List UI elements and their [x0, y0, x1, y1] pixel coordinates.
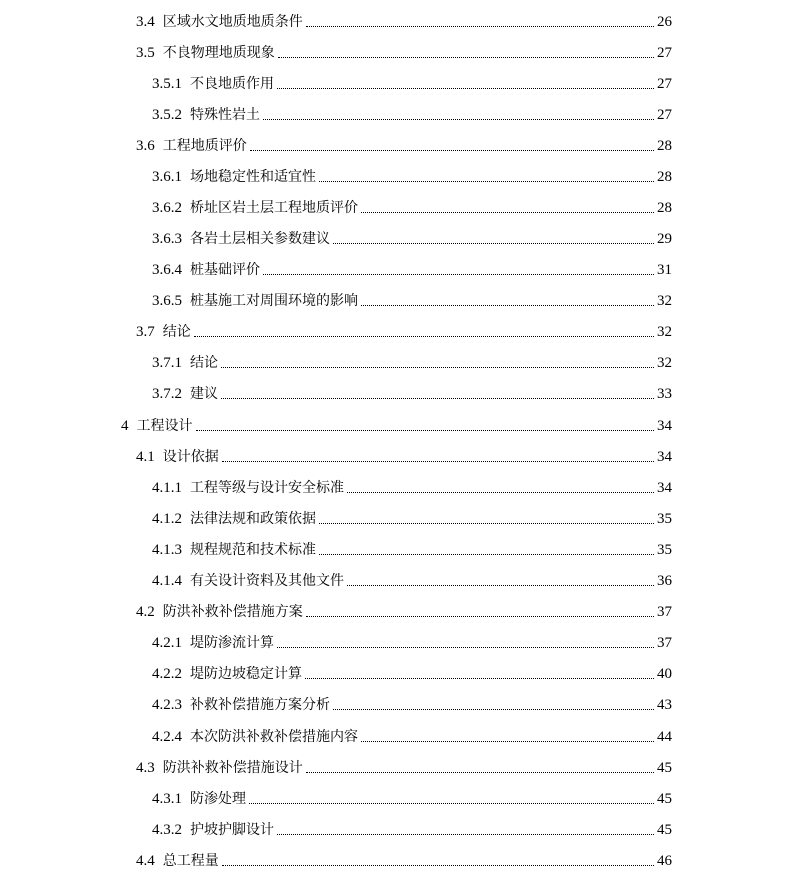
toc-dot-leader [277, 87, 654, 89]
toc-number: 3.7.1 [152, 355, 182, 371]
toc-page-number: 28 [657, 138, 672, 154]
toc-title: 总工程量 [162, 853, 219, 869]
toc-page-number: 33 [657, 386, 672, 402]
toc-title: 各岩土层相关参数建议 [190, 231, 330, 247]
toc-page-number: 35 [657, 511, 672, 527]
toc-number: 4.2 [136, 604, 155, 620]
toc-dot-leader [306, 25, 654, 27]
toc-entry[interactable] [152, 538, 672, 558]
toc-number: 3.6.5 [152, 293, 182, 309]
toc-title: 堤防渗流计算 [190, 635, 274, 651]
toc-page-number: 32 [657, 355, 672, 371]
toc-page-number: 44 [657, 729, 672, 745]
toc-dot-leader [347, 584, 654, 586]
toc-title: 场地稳定性和适宜性 [190, 169, 316, 185]
toc-dot-leader [277, 833, 654, 835]
toc-entry[interactable] [136, 41, 672, 61]
toc-title: 规程规范和技术标准 [190, 542, 316, 558]
toc-number: 3.5.2 [152, 107, 182, 123]
toc-number: 3.7 [136, 324, 155, 340]
toc-entry[interactable] [152, 103, 672, 123]
toc-number: 4.1 [136, 449, 155, 465]
toc-title: 防洪补救补偿措施设计 [162, 760, 303, 776]
toc-entry[interactable] [152, 662, 672, 682]
toc-title: 桩基础评价 [190, 262, 260, 278]
toc-title: 有关设计资料及其他文件 [190, 573, 344, 589]
toc-page-number: 27 [657, 107, 672, 123]
toc-number: 3.6.4 [152, 262, 182, 278]
toc-entry[interactable] [152, 725, 672, 745]
toc-entry[interactable] [136, 849, 672, 869]
toc-page-number: 45 [657, 822, 672, 838]
toc-number: 4.1.4 [152, 573, 182, 589]
toc-page-number: 34 [657, 418, 672, 434]
toc-entry[interactable] [136, 600, 672, 620]
toc-title: 防渗处理 [190, 791, 246, 807]
toc-dot-leader [222, 864, 654, 866]
toc-dot-leader [333, 708, 654, 710]
toc-number: 4.3.1 [152, 791, 182, 807]
toc-number: 3.6.3 [152, 231, 182, 247]
toc-title: 护坡护脚设计 [190, 822, 274, 838]
toc-dot-leader [361, 304, 654, 306]
toc-number: 3.6 [136, 138, 155, 154]
toc-dot-leader [333, 242, 654, 244]
toc-page-number: 40 [657, 666, 672, 682]
toc-entry[interactable] [152, 196, 672, 216]
toc-entry[interactable] [152, 693, 672, 713]
toc-page-number: 46 [657, 853, 672, 869]
toc-entry[interactable] [152, 382, 672, 402]
toc-dot-leader [221, 397, 654, 399]
toc-title: 结论 [190, 355, 218, 371]
toc-number: 3.5 [136, 45, 155, 61]
toc-number: 4.2.2 [152, 666, 182, 682]
toc-dot-leader [222, 460, 654, 462]
toc-title: 桥址区岩土层工程地质评价 [190, 200, 358, 216]
toc-entry[interactable] [152, 258, 672, 278]
toc-dot-leader [347, 491, 654, 493]
toc-number: 4.2.1 [152, 635, 182, 651]
toc-dot-leader [249, 802, 654, 804]
toc-number: 3.5.1 [152, 76, 182, 92]
toc-dot-leader [319, 553, 654, 555]
toc-page-number: 45 [657, 791, 672, 807]
toc-number: 3.7.2 [152, 386, 182, 402]
toc-page-number: 34 [657, 449, 672, 465]
toc-entry[interactable] [152, 818, 672, 838]
toc-number: 4.1.1 [152, 480, 182, 496]
toc-title: 不良地质作用 [190, 76, 274, 92]
toc-page-number: 37 [657, 604, 672, 620]
toc-number: 4.2.3 [152, 697, 182, 713]
toc-dot-leader [361, 740, 654, 742]
toc-number: 4.3.2 [152, 822, 182, 838]
toc-entry[interactable] [152, 787, 672, 807]
toc-page-number: 35 [657, 542, 672, 558]
toc-page-number: 43 [657, 697, 672, 713]
toc-dot-leader [319, 180, 654, 182]
toc-page-number: 34 [657, 480, 672, 496]
toc-title: 本次防洪补救补偿措施内容 [190, 729, 358, 745]
toc-page-number: 37 [657, 635, 672, 651]
toc-page-number: 32 [657, 293, 672, 309]
toc-page-number: 27 [657, 45, 672, 61]
toc-number: 4.1.3 [152, 542, 182, 558]
toc-entry[interactable] [152, 289, 672, 309]
toc-entry[interactable] [152, 165, 672, 185]
toc-entry[interactable] [152, 227, 672, 247]
toc-dot-leader [278, 56, 654, 58]
toc-number: 4.1.2 [152, 511, 182, 527]
toc-page-number: 28 [657, 200, 672, 216]
toc-entry[interactable] [136, 320, 672, 340]
toc-entry[interactable] [152, 72, 672, 92]
toc-number: 4.4 [136, 853, 155, 869]
toc-number: 3.6.2 [152, 200, 182, 216]
toc-entry[interactable] [152, 631, 672, 651]
toc-title: 工程设计 [136, 418, 193, 434]
toc-entry[interactable] [136, 10, 672, 30]
toc-dot-leader [221, 366, 654, 368]
toc-dot-leader [319, 522, 654, 524]
toc-dot-leader [361, 211, 654, 213]
toc-dot-leader [306, 771, 654, 773]
toc-number: 3.6.1 [152, 169, 182, 185]
toc-title: 工程等级与设计安全标准 [190, 480, 344, 496]
toc-title: 堤防边坡稳定计算 [190, 666, 302, 682]
toc-number: 4.3 [136, 760, 155, 776]
toc-page-number: 26 [657, 14, 672, 30]
toc-entry[interactable] [152, 476, 672, 496]
toc-number: 4 [121, 418, 129, 434]
toc-title: 特殊性岩土 [190, 107, 260, 123]
toc-title: 结论 [162, 324, 191, 340]
toc-title: 补救补偿措施方案分析 [190, 697, 330, 713]
toc-page-number: 32 [657, 324, 672, 340]
toc-page-number: 27 [657, 76, 672, 92]
toc-entry[interactable] [121, 414, 672, 434]
toc-dot-leader [263, 273, 654, 275]
toc-title: 桩基施工对周围环境的影响 [190, 293, 358, 309]
toc-dot-leader [194, 335, 654, 337]
toc-page-number: 29 [657, 231, 672, 247]
toc-entry[interactable] [152, 569, 672, 589]
toc-title: 不良物理地质现象 [162, 45, 275, 61]
toc-title: 法律法规和政策依据 [190, 511, 316, 527]
toc-page-number: 36 [657, 573, 672, 589]
toc-dot-leader [306, 615, 654, 617]
toc-number: 4.2.4 [152, 729, 182, 745]
toc-dot-leader [196, 429, 655, 431]
toc-number: 3.4 [136, 14, 155, 30]
toc-dot-leader [263, 118, 654, 120]
toc-title: 工程地质评价 [162, 138, 247, 154]
toc-dot-leader [277, 646, 654, 648]
toc-entry[interactable] [152, 351, 672, 371]
toc-title: 建议 [190, 386, 218, 402]
toc-entry[interactable] [136, 445, 672, 465]
toc-entry[interactable] [136, 134, 672, 154]
toc-title: 区域水文地质地质条件 [162, 14, 303, 30]
toc-page-number: 31 [657, 262, 672, 278]
toc-page-number: 28 [657, 169, 672, 185]
toc-page-number: 45 [657, 760, 672, 776]
toc-title: 设计依据 [162, 449, 219, 465]
toc-entry[interactable] [152, 507, 672, 527]
toc-title: 防洪补救补偿措施方案 [162, 604, 303, 620]
toc-dot-leader [305, 677, 654, 679]
toc-entry[interactable] [136, 756, 672, 776]
toc-dot-leader [250, 149, 654, 151]
